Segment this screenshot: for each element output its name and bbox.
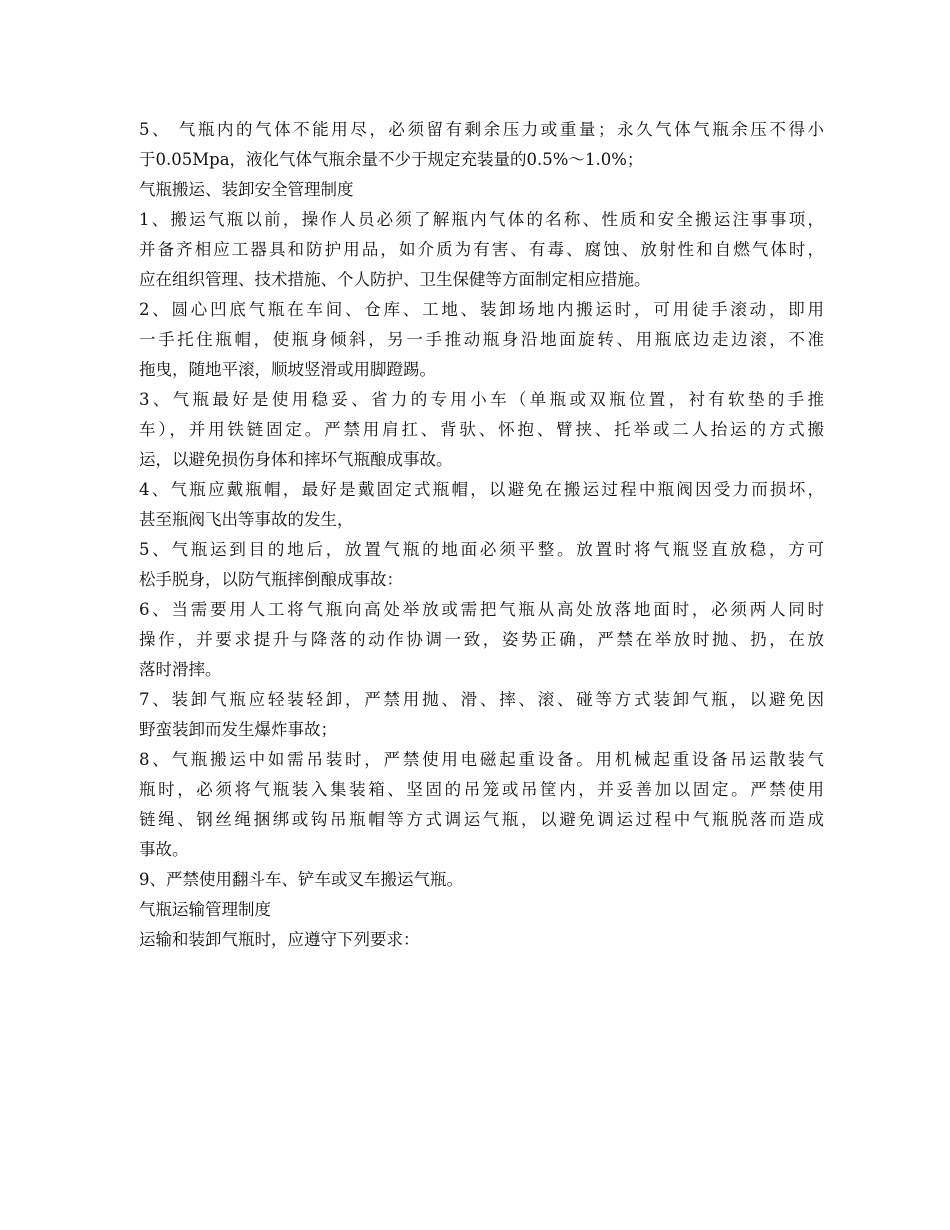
text-line: 8、气瓶搬运中如需吊装时，严禁使用电磁起重设备。用机械起重设备吊运散装气 [139, 750, 824, 769]
text-line: 于0.05Mpa，液化气体气瓶余量不少于规定充装量的0.5%～1.0%； [139, 150, 644, 169]
text-line: 9、严禁使用翻斗车、铲车或叉车搬运气瓶。 [139, 870, 463, 889]
text-line: 应在组织管理、技术措施、个人防护、卫生保健等方面制定相应措施。 [139, 270, 651, 289]
text-line: 1、搬运气瓶以前，操作人员必须了解瓶内气体的名称、性质和安全搬运注事事项， [139, 210, 824, 229]
text-line: 3、气瓶最好是使用稳妥、省力的专用小车（单瓶或双瓶位置，衬有软垫的手推 [139, 390, 824, 409]
text-line: 落时滑摔。 [139, 660, 222, 679]
text-line: 链绳、钢丝绳捆绑或钩吊瓶帽等方式调运气瓶，以避免调运过程中气瓶脱落而造成 [139, 810, 824, 829]
text-line: 操作，并要求提升与降落的动作协调一致，姿势正确，严禁在举放时抛、扔，在放 [139, 630, 824, 649]
text-line: 2、圆心凹底气瓶在车间、仓库、工地、装卸场地内搬运时，可用徒手滚动，即用 [139, 300, 824, 319]
text-line: 4、气瓶应戴瓶帽，最好是戴固定式瓶帽，以避免在搬运过程中瓶阀因受力而损坏， [139, 480, 824, 499]
document-body [139, 115, 824, 955]
text-line: 事故。 [139, 840, 189, 859]
text-line: 7、装卸气瓶应轻装轻卸，严禁用抛、滑、摔、滚、碰等方式装卸气瓶，以避免因 [139, 690, 824, 709]
text-line: 运，以避免损伤身体和摔坏气瓶酿成事故。 [139, 450, 453, 469]
text-line: 运输和装卸气瓶时，应遵守下列要求： [139, 930, 420, 949]
text-line: 车），并用铁链固定。严禁用肩扛、背驮、怀抱、臂挟、托举或二人抬运的方式搬 [139, 420, 824, 439]
text-line: 一手托住瓶帽，使瓶身倾斜，另一手推动瓶身沿地面旋转、用瓶底边走边滚，不准 [139, 330, 824, 349]
text-line: 野蛮装卸而发生爆炸事故； [139, 720, 337, 739]
section-heading: 气瓶搬运、装卸安全管理制度 [139, 180, 354, 199]
text-line: 松手脱身，以防气瓶摔倒酿成事故： [139, 570, 403, 589]
text-line: 5、 气瓶内的气体不能用尽，必须留有剩余压力或重量；永久气体气瓶余压不得小 [139, 120, 824, 139]
text-line: 6、当需要用人工将气瓶向高处举放或需把气瓶从高处放落地面时，必须两人同时 [139, 600, 824, 619]
text-line: 5、气瓶运到目的地后，放置气瓶的地面必须平整。放置时将气瓶竖直放稳，方可 [139, 540, 824, 559]
text-line: 并备齐相应工器具和防护用品，如介质为有害、有毒、腐蚀、放射性和自燃气体时， [139, 240, 824, 259]
text-line: 瓶时，必须将气瓶装入集装箱、坚固的吊笼或吊筐内，并妥善加以固定。严禁使用 [139, 780, 824, 799]
text-line: 拖曳，随地平滚，顺坡竖滑或用脚蹬踢。 [139, 360, 436, 379]
text-line: 甚至瓶阀飞出等事故的发生， [139, 510, 354, 529]
section-heading: 气瓶运输管理制度 [139, 900, 271, 919]
